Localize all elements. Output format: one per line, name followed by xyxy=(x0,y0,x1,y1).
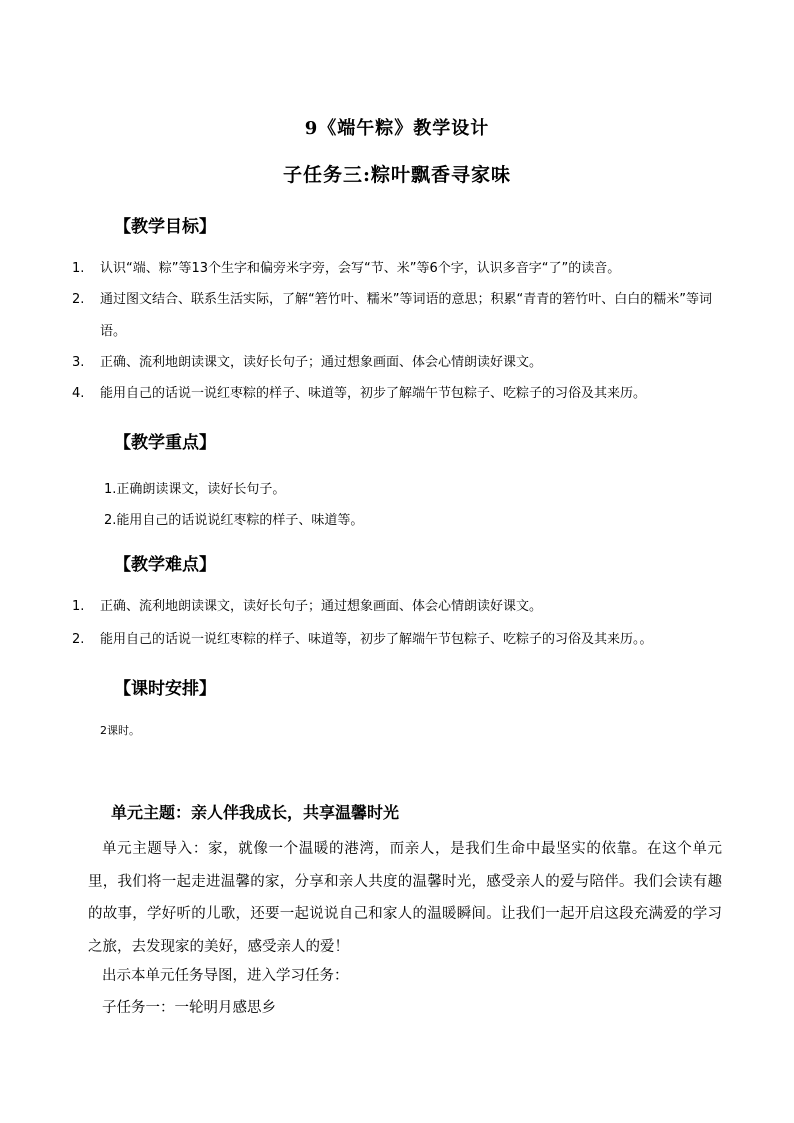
difficulty-text: 能用自己的话说一说红枣粽的样子、味道等，初步了解端午节包粽子、吃粽子的习俗及其来历。。 xyxy=(100,632,653,647)
objective-text: 认识“端、粽”等13个生字和偏旁米字旁，会写“节、米”等6个字，认识多音字“了”的读音。 xyxy=(100,261,621,276)
objective-item xyxy=(72,284,734,348)
unit-intro-paragraph: 单元主题导入：家，就像一个温暖的港湾，而亲人，是我们生命中最坚实的依靠。在这个单元里，我们将一起走进温馨的家，分享和亲人共度的温馨时光，感受亲人的爱与陪伴。我们会读有趣的故事，学好听的儿歌，还要一起说说自己和家人的温暖瞬间。让我们一起开启这段充满爱的学习之旅，去发现家的美好，感受亲人的爱！ xyxy=(88,841,722,955)
unit-theme-heading: 单元主题：亲人伴我成长，共享温馨时光 xyxy=(111,803,400,822)
document-title: 9《端午粽》教学设计 xyxy=(304,118,490,139)
subtask-one-line: 子任务一：一轮明月感思乡 xyxy=(102,1000,276,1016)
difficulties-heading: 【教学难点】 xyxy=(114,555,216,575)
key-point-item: 2.能用自己的话说说红枣粽的样子、味道等。 xyxy=(104,513,364,528)
difficulty-item xyxy=(72,591,734,623)
key-points-heading: 【教学重点】 xyxy=(114,433,216,453)
difficulty-number: 2. xyxy=(72,632,85,647)
objectives-heading: 【教学目标】 xyxy=(114,217,216,237)
document-subtitle: 子任务三:粽叶飘香寻家味 xyxy=(282,164,511,186)
objective-text: 正确、流利地朗读课文，读好长句子；通过想象画面、体会心情朗读好课文。 xyxy=(100,355,543,370)
objective-number: 4. xyxy=(72,386,85,401)
task-map-line: 出示本单元任务导图，进入学习任务： xyxy=(102,968,349,984)
schedule-text: 2课时。 xyxy=(100,724,140,737)
objective-item xyxy=(72,253,734,285)
key-point-item: 1.正确朗读课文，读好长句子。 xyxy=(104,482,286,497)
objective-text: 通过图文结合、联系生活实际，了解“箬竹叶、糯米”等词语的意思；积累“青青的箬竹叶、白白的糯米”等词语。 xyxy=(100,292,712,339)
difficulty-text: 正确、流利地朗读课文，读好长句子；通过想象画面、体会心情朗读好课文。 xyxy=(100,599,543,614)
difficulty-number: 1. xyxy=(72,599,85,614)
objective-text: 能用自己的话说一说红枣粽的样子、味道等，初步了解端午节包粽子、吃粽子的习俗及其来历。 xyxy=(100,386,647,401)
objective-number: 2. xyxy=(72,292,85,307)
objective-number: 1. xyxy=(72,261,85,276)
objective-number: 3. xyxy=(72,355,85,370)
schedule-heading: 【课时安排】 xyxy=(114,679,216,699)
objective-item xyxy=(72,378,734,410)
difficulty-item xyxy=(72,624,734,656)
objective-item xyxy=(72,347,734,379)
